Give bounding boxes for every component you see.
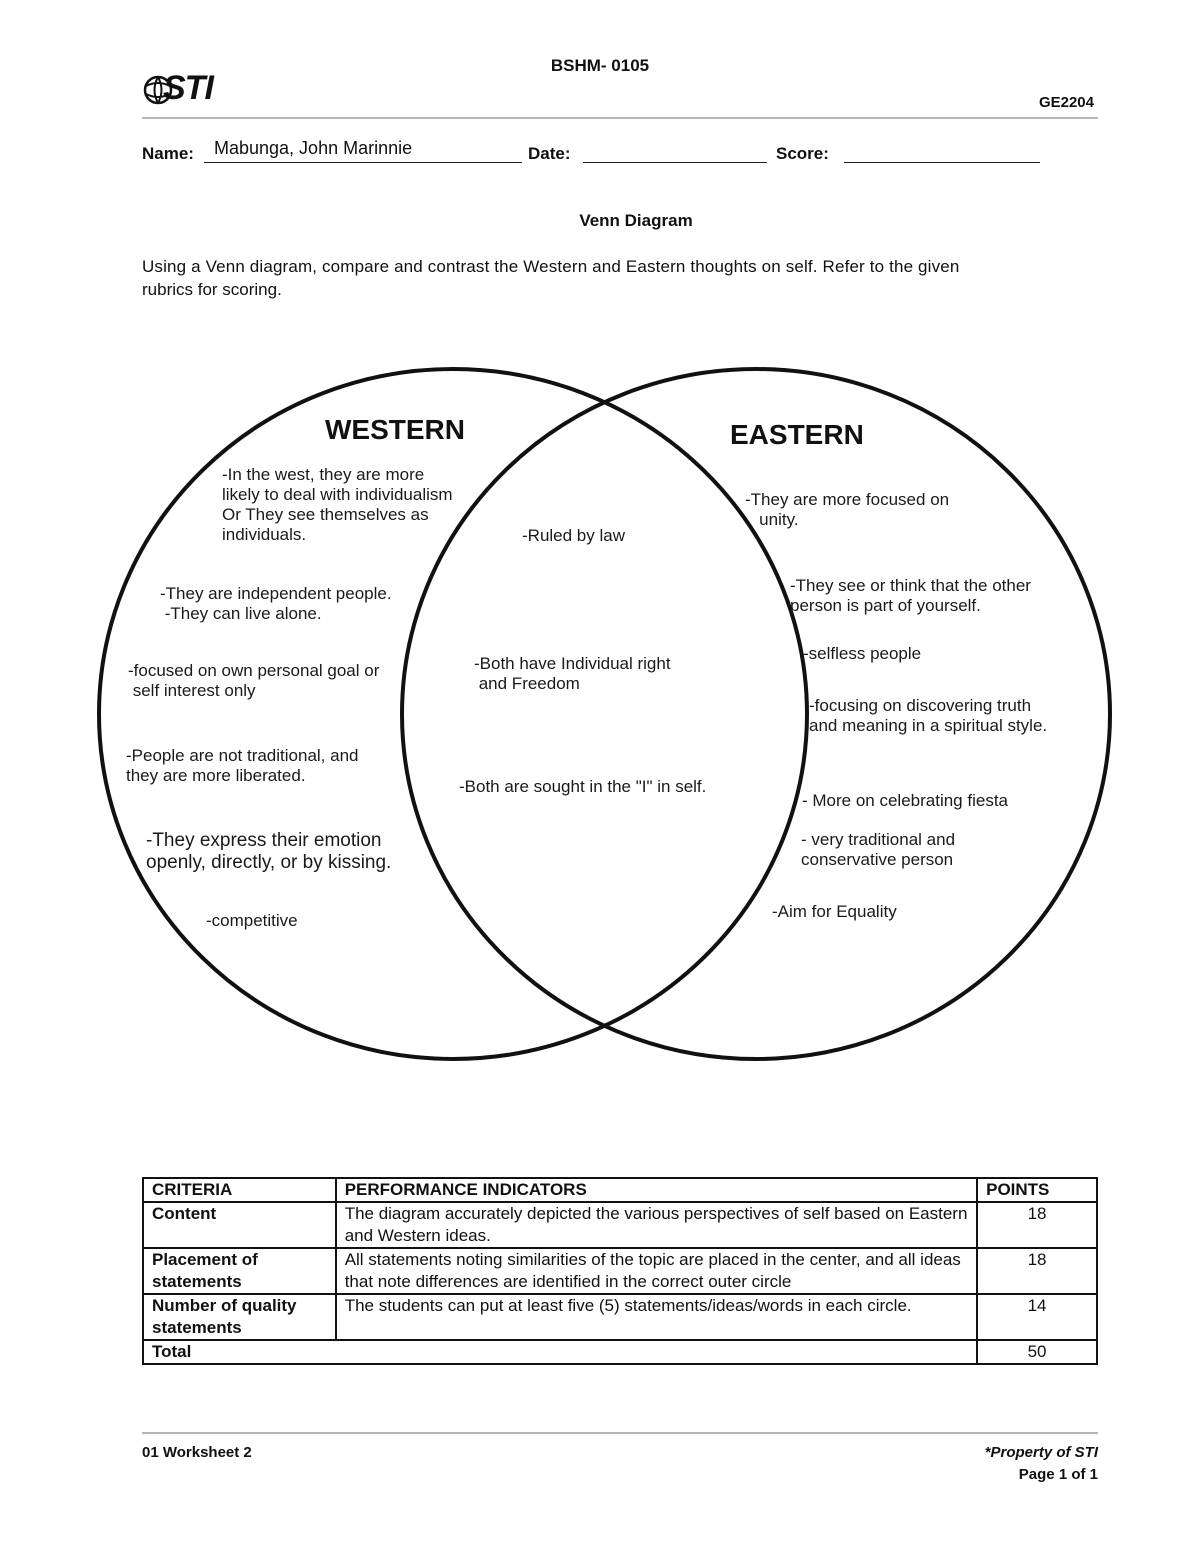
table-row	[143, 1248, 1097, 1294]
name-label: Name:	[142, 144, 194, 163]
western-item: -They express their emotion openly, directly, or by kissing.	[146, 830, 392, 873]
center-item: -Ruled by law	[522, 526, 625, 545]
points-cell: 14	[977, 1294, 1097, 1340]
eastern-item: -selfless people	[803, 644, 922, 663]
points-header: POINTS	[977, 1178, 1097, 1202]
indicator-cell: The students can put at least five (5) statements/ideas/words in each circle.	[336, 1294, 977, 1340]
indicator-cell: All statements noting similarities of the topic are placed in the center, and all ideas that note differences are identified in the correct outer circle	[336, 1248, 977, 1294]
score-label: Score:	[776, 144, 829, 163]
total-row	[143, 1340, 1097, 1364]
date-label: Date:	[528, 144, 571, 163]
worksheet-label: 01 Worksheet 2	[142, 1444, 252, 1461]
page-title: Venn Diagram	[579, 211, 693, 230]
subject-code: GE2204	[1038, 94, 1094, 111]
center-item: -Both have Individual right and Freedom	[474, 654, 671, 693]
eastern-item: - very traditional and conservative person	[801, 830, 956, 869]
table-row	[143, 1202, 1097, 1248]
eastern-item: -focusing on discovering truth and meaning in a spiritual style.	[809, 696, 1048, 735]
course-code: BSHM- 0105	[550, 56, 650, 75]
page-number: Page 1 of 1	[1018, 1466, 1098, 1483]
western-item: -focused on own personal goal or self interest only	[128, 661, 380, 700]
table-row	[143, 1294, 1097, 1340]
indicator-cell: The diagram accurately depicted the various perspectives of self based on Eastern and Western ideas.	[336, 1202, 977, 1248]
criteria-cell: Content	[143, 1202, 336, 1248]
eastern-item: -They see or think that the other person is part of yourself.	[790, 576, 1031, 615]
western-item: -In the west, they are more likely to deal with individualism Or They see themselves as individuals.	[222, 465, 453, 544]
instructions-line-1: Using a Venn diagram, compare and contrast the Western and Eastern thoughts on self. Refer to the given	[142, 257, 960, 276]
property-label: *Property of STI	[984, 1444, 1098, 1461]
points-cell: 18	[977, 1248, 1097, 1294]
eastern-item: - More on celebrating fiesta	[802, 791, 1008, 810]
criteria-cell: Number of quality statements	[143, 1294, 336, 1340]
center-item: -Both are sought in the "I" in self.	[459, 777, 707, 796]
eastern-heading: EASTERN	[730, 419, 864, 450]
western-item: -competitive	[206, 911, 298, 930]
eastern-item: -Aim for Equality	[772, 902, 897, 921]
eastern-item: -They are more focused on unity.	[745, 490, 950, 529]
rubric-header-row	[143, 1178, 1097, 1202]
criteria-cell: Placement of statements	[143, 1248, 336, 1294]
indicators-header: PERFORMANCE INDICATORS	[336, 1178, 977, 1202]
criteria-header: CRITERIA	[143, 1178, 336, 1202]
logo-text: STI	[163, 69, 213, 107]
western-circle	[99, 369, 807, 1059]
western-item: -They are independent people. -They can live alone.	[160, 584, 392, 623]
instructions-line-2: rubrics for scoring.	[142, 280, 282, 299]
total-points: 50	[977, 1340, 1097, 1364]
name-value: Mabunga, John Marinnie	[214, 138, 413, 158]
points-cell: 18	[977, 1202, 1097, 1248]
western-heading: WESTERN	[325, 414, 465, 445]
total-label: Total	[143, 1340, 977, 1364]
footer-divider	[142, 1432, 1098, 1434]
rubric-table	[142, 1177, 1098, 1365]
western-item: -People are not traditional, and they are more liberated.	[126, 746, 359, 785]
